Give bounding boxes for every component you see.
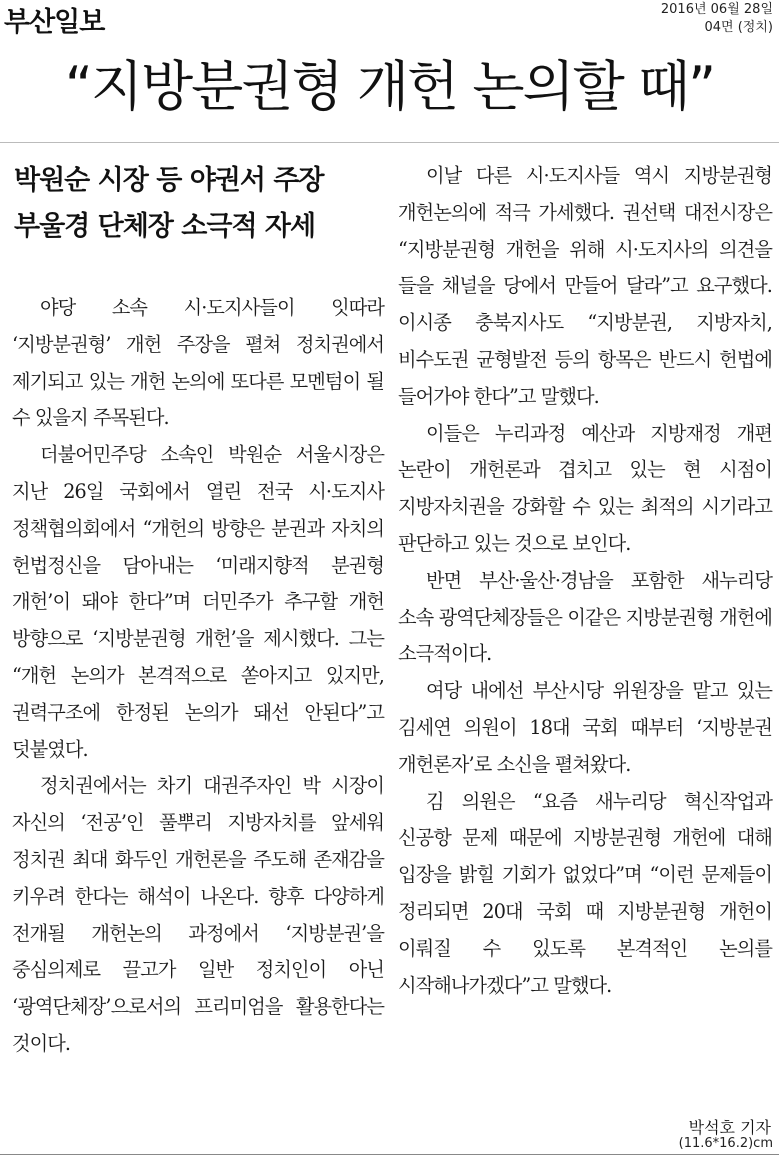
newspaper-masthead: 부산일보 [4, 7, 105, 38]
reporter-byline: 박석호 기자 [688, 1118, 771, 1137]
article-headline: “지방분권형 개헌 논의할 때” [64, 55, 715, 118]
body-paragraph: 이날 다른 시·도지사들 역시 지방분권형 개헌논의에 적극 가세했다. 권선택 대전시장은 “지방분권형 개헌을 위해 시·도지사의 의견을 들을 채널을 당에서 만들어 달라”고 요구했다. 이시종 충북지사도 “지방분권, 지방자치, 비수도권 균형발전 등의 항목은 반드시 헌법에 들어가야 한다”고 말했다. [398, 164, 772, 408]
right-column [398, 158, 772, 1004]
publication-meta [661, 1, 773, 37]
subheadline-2: 부울경 단체장 소극적 자세 [14, 211, 316, 242]
body-paragraph: 김 의원은 “요즘 새누리당 혁신작업과 신공항 문제 때문에 지방분권형 개헌에 대해 입장을 밝힐 기회가 없었다”며 “이런 문제들이 정리되면 20대 국회 때 지방분권형 개헌이 이뤄질 수 있도록 본격적인 논의를 시작해나가겠다”고 말했다. [398, 789, 772, 997]
body-paragraph: 야당 소속 시·도지사들이 잇따라 ‘지방분권형’ 개헌 주장을 펼쳐 정치권에서 제기되고 있는 개헌 논의에 또다른 모멘텀이 될 수 있을지 주목된다. [12, 296, 384, 430]
page-section: 04면 (정치) [704, 20, 773, 35]
body-paragraph: 여당 내에선 부산시당 위원장을 맡고 있는 김세연 의원이 18대 국회 때부터 ‘지방분권 개헌론자’로 소신을 펼쳐왔다. [398, 679, 772, 776]
publication-date: 2016년 06월 28일 [660, 2, 773, 17]
clipping-size-note: (11.6*16.2)cm [678, 1136, 773, 1151]
bottom-divider [0, 1154, 779, 1155]
body-paragraph: 정치권에서는 차기 대권주자인 박 시장이 자신의 ‘전공’인 풀뿌리 지방자치를 앞세워 정치권 최대 화두인 개헌론을 주도해 존재감을 키우려 한다는 해석이 나온다. 향후 다양하게 전개될 개헌논의 과정에서 ‘지방분권’을 중심의제로 끌고가 일반 정치인이 아닌 ‘광역단체장’으로서의 프리미엄을 활용한다는 것이다. [12, 774, 384, 1055]
left-column [12, 158, 384, 1063]
body-paragraph: 반면 부산·울산·경남을 포함한 새누리당 소속 광역단체장들은 이같은 지방분권형 개헌에 소극적이다. [398, 568, 772, 666]
subheadline-1: 박원순 시장 등 야권서 주장 [14, 165, 324, 196]
body-paragraph: 이들은 누리과정 예산과 지방재정 개편 논란이 개헌론과 겹치고 있는 현 시점이 지방자치권을 강화할 수 있는 최적의 시기라고 판단하고 있는 것으로 보인다. [398, 421, 772, 555]
headline-divider [0, 142, 779, 143]
subheadline-block [12, 158, 384, 250]
body-paragraph: 더불어민주당 소속인 박원순 서울시장은 지난 26일 국회에서 열린 전국 시·도지사 정책협의회에서 “개헌의 방향은 분권과 자치의 헌법정신을 담아내는 ‘미래지향적 분권형 개헌’이 돼야 한다”며 더민주가 추구할 개헌 방향으로 ‘지방분권형 개헌’을 제시했다. 그는 “개헌 논의가 본격적으로 쏟아지고 있지만, 권력구조에 한정된 논의가 돼선 안된다”고 덧붙였다. [12, 443, 384, 761]
